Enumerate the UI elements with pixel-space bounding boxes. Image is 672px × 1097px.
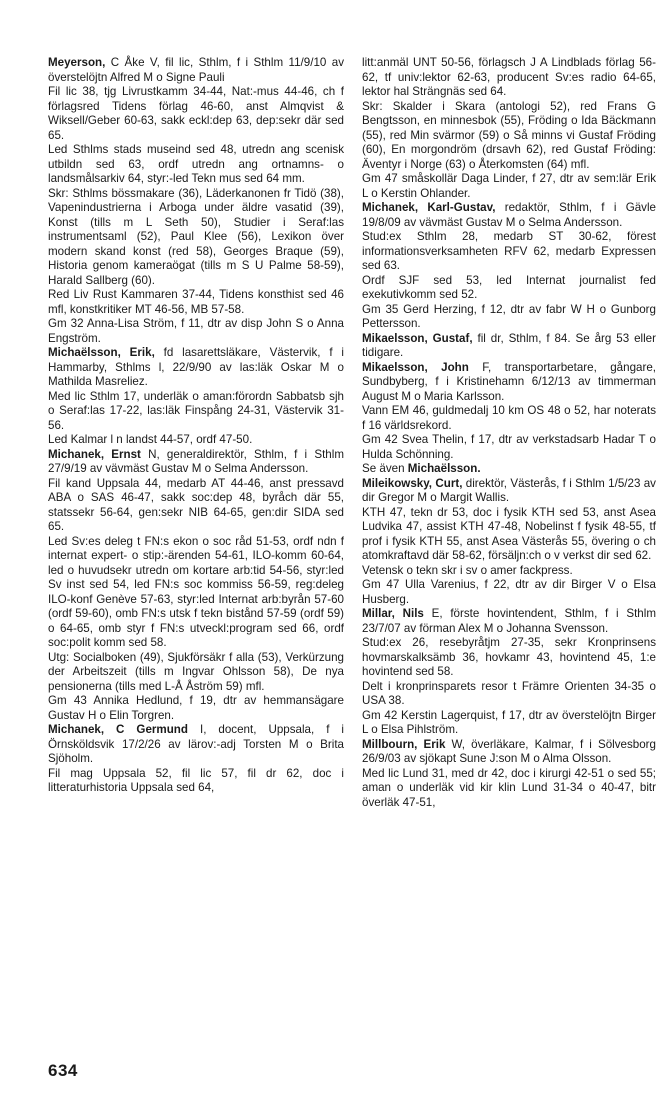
entry-paragraph (48, 143, 344, 187)
entry-paragraph (362, 462, 656, 477)
entry-paragraph (362, 303, 656, 332)
entry-text: Gm 42 Kerstin Lagerquist, f 17, dtr av överstelöjtn Birger L o Elsa Pihlström. (362, 708, 656, 736)
entry-paragraph (362, 636, 656, 680)
entry-text: Ordf SJF sed 53, led Internat journalist fed exekutivkomm sed 52. (362, 273, 656, 301)
entry-text: Med lic Lund 31, med dr 42, doc i kirurgi 42-51 o sed 55; aman o underläk vid kir klin Lund 31-34 o 40-47, bitr överläk 47-51, (362, 766, 656, 809)
entry-paragraph (48, 694, 344, 723)
entry-head-paragraph (362, 738, 656, 767)
entry-paragraph (48, 535, 344, 651)
entry-text: fd lasarettsläkare, Västervik, f i Hammarby, Sthlms l, 22/9/90 av las:läk Oskar M o Mathilda Masreliez. (48, 346, 344, 388)
entry-text: E, förste hovintendent, Sthlm, f i Sthlm 23/7/07 av förman Alex M o Johanna Svensson. (362, 607, 656, 635)
entry-name: Millbourn, Erik (362, 737, 446, 751)
entry-name: Mileikowsky, Curt, (362, 476, 463, 490)
entry-text: Skr: Sthlms bössmakare (36), Läderkanonen fr Tidö (38), Vapenindustrierna i Arboga under äldre vasatid (39), Konst (tills m L Seth 50), Studier i Seraf:las instrumentsaml (52), Paul Klee (56), Lexikon över modern skand konst (red 58), Georges Braque (59), Historia genom kameraögat (tills m S U Palme 58-59), Harald Sallberg (60). (48, 186, 344, 287)
entry-text: C Åke V, fil lic, Sthlm, f i Sthlm 11/9/10 av överstelöjtn Alfred M o Signe Pauli (48, 56, 344, 84)
entry-name: Millar, Nils (362, 607, 424, 620)
entry-paragraph (362, 100, 656, 173)
entry-paragraph (362, 578, 656, 607)
entry-text: Stud:ex Sthlm 28, medarb ST 30-62, förest informationsverksamheten RFV 62, medarb Expressen sed 63. (362, 230, 656, 272)
entry-paragraph (48, 767, 344, 796)
entry-name: Michanek, Ernst (48, 447, 141, 461)
entry-paragraph (362, 230, 656, 274)
entry-paragraph (362, 506, 656, 564)
page-number: 634 (48, 1061, 78, 1080)
entry-name: Mikaelsson, John (362, 360, 469, 374)
entry-name: Mikaelsson, Gustaf, (362, 331, 473, 345)
entry-text: Gm 35 Gerd Herzing, f 12, dtr av fabr W H o Gunborg Pettersson. (362, 302, 656, 330)
entry-paragraph (48, 187, 344, 289)
entry-head-paragraph (362, 607, 656, 636)
entry-text: Gm 42 Svea Thelin, f 17, dtr av verkstadsarb Hadar T o Hulda Schönning. (362, 433, 656, 461)
entry-text: Se även (362, 462, 408, 475)
entry-paragraph (362, 564, 656, 579)
entry-paragraph (362, 56, 656, 100)
entry-text: Led Sv:es deleg t FN:s ekon o soc råd 51-53, ordf ndn f internat expert- o stip:-ärenden 54-61, ILO-komm 60-64, led o huvudsekr utredn om kortare arb:tid 54-56, styr:led Sv inst sed 54, led FN:s soc kommiss 56-59, reg:deleg ILO-konf Genève 57-63, styr:led Internat arb:byrån 57-60 (ordf 59-60), omb FN:s utsk f tekn bistånd 57-59 (ordf 59) o 64-65, omb styr f FN:s utveckl:program sed 66, ordf soc:polit komm sed 58. (48, 534, 344, 649)
entry-text: Vann EM 46, guldmedalj 10 km OS 48 o 52, har noterats f 16 världsrekord. (362, 404, 656, 432)
entry-text: Delt i kronprinsparets resor t Främre Orienten 34-35 o USA 38. (362, 679, 656, 707)
entry-head-paragraph (362, 201, 656, 230)
entry-text: KTH 47, tekn dr 53, doc i fysik KTH sed 53, anst Asea Ludvika 47, assist KTH 47-48, Nobelinst f fysik 48-55, tf prof i fysik KTH 55, anst Asea Västerås 55, övering o ch atomkraftavd där 58-62, försäljn:ch o v verkst dir sed 62. (362, 505, 656, 562)
entry-head-paragraph (362, 361, 656, 405)
entry-paragraph (48, 433, 344, 448)
entry-paragraph (362, 404, 656, 433)
entry-text: Fil kand Uppsala 44, medarb AT 44-46, anst pressavd ABA o SAS 46-47, sakk soc:dep 48, byråch där 55, statssekr 56-64, gen:sekr NIB 64-65, gen:dir SIDA sed 65. (48, 476, 344, 533)
right-column (362, 56, 656, 810)
entry-paragraph (362, 767, 656, 811)
entry-name: Meyerson, (48, 56, 106, 69)
entry-head-paragraph (48, 56, 344, 85)
entry-text: I, docent, Uppsala, f i Örnsköldsvik 17/2/26 av lärov:-adj Torsten M o Brita Sjöholm. (48, 723, 344, 765)
entry-text: direktör, Västerås, f i Sthlm 1/5/23 av dir Gregor M o Margit Wallis. (362, 476, 656, 504)
entry-text: Stud:ex 26, resebyråtjm 27-35, sekr Kronprinsens hovmarskalksämb 36, hovkamr 43, hovintend 45, 1:e hovintend sed 58. (362, 636, 656, 678)
entry-paragraph (48, 288, 344, 317)
entry-text: Utg: Socialboken (49), Sjukförsäkr f alla (53), Verkürzung der Arbeitszeit (tills m Ingvar Ohlsson 58), De nya pensionerna (tills med L-Å Åström 59) mfl. (48, 650, 344, 693)
entry-text: Red Liv Rust Kammaren 37-44, Tidens konsthist sed 46 mfl, konstkritiker MT 46-56, MB 57-58. (48, 288, 344, 316)
entry-text: Fil lic 38, tjg Livrustkamm 34-44, Nat:-mus 44-46, ch f förlagsred Tidens förlag 46-60, anst Almqvist & Wiksell/Geber 60-63, sakk eckl:dep 63, dep:sekr där sed 65. (48, 85, 344, 142)
entry-text: litt:anmäl UNT 50-56, förlagsch J A Lindblads förlag 56-62, tf univ:lektor 62-63, producent Sv:es radio 64-65, lektor hal Strängnäs sed 64. (362, 56, 656, 98)
entry-text: F, transportarbetare, gångare, Sundbyberg, f i Kristinehamn 6/12/13 av timmerman August M o Maria Karlsson. (362, 360, 656, 403)
entry-paragraph (48, 651, 344, 695)
entry-paragraph (362, 709, 656, 738)
entry-head-paragraph (48, 723, 344, 767)
entry-name: Michanek, Karl-Gustav, (362, 201, 496, 214)
entry-paragraph (48, 85, 344, 143)
entry-text: redaktör, Sthlm, f i Gävle 19/8/09 av vävmäst Gustav M o Selma Andersson. (362, 201, 656, 229)
entry-text: Gm 43 Annika Hedlund, f 19, dtr av hemmansägare Gustav H o Elin Torgren. (48, 694, 344, 722)
entry-text: Led Kalmar l n landst 44-57, ordf 47-50. (48, 433, 253, 446)
entry-text: Gm 47 Ulla Varenius, f 22, dtr av dir Birger V o Elsa Husberg. (362, 578, 656, 606)
entry-paragraph (362, 680, 656, 709)
cross-reference-name: Michaëlsson. (407, 462, 481, 475)
entry-head-paragraph (362, 477, 656, 506)
entry-paragraph (362, 433, 656, 462)
entry-text: Fil mag Uppsala 52, fil lic 57, fil dr 62, doc i litteraturhistoria Uppsala sed 64, (48, 766, 344, 794)
entry-head-paragraph (48, 346, 344, 390)
entry-text: Led Sthlms stads museind sed 48, utredn ang scenisk utbildn sed 63, ordf utredn ang ortnamns- o landsmålsarkiv 64, styr:-led Tekn mus sed 64 mm. (48, 143, 344, 185)
entry-text: Med lic Sthlm 17, underläk o aman:förordn Sabbatsb sjh o Seraf:las 17-22, las:läk Finspång 24-31, Västervik 31-56. (48, 389, 344, 432)
entry-paragraph (48, 317, 344, 346)
left-column (48, 56, 344, 796)
entry-text: W, överläkare, Kalmar, f i Sölvesborg 26/9/03 av sjökapt Sune J:son M o Alma Olsson. (362, 737, 656, 765)
entry-text: fil dr, Sthlm, f 84. Se årg 53 eller tidigare. (362, 331, 656, 359)
entry-paragraph (362, 274, 656, 303)
entry-text: N, generaldirektör, Sthlm, f i Sthlm 27/9/19 av vävmäst Gustav M o Selma Andersson. (48, 447, 344, 475)
entry-name: Michaëlsson, Erik, (48, 346, 155, 359)
entry-text: Gm 32 Anna-Lisa Ström, f 11, dtr av disp John S o Anna Engström. (48, 317, 344, 345)
entry-head-paragraph (362, 332, 656, 361)
entry-head-paragraph (48, 448, 344, 477)
entry-text: Vetensk o tekn skr i sv o amer fackpress. (362, 563, 573, 577)
entry-name: Michanek, C Germund (48, 723, 188, 736)
entry-paragraph (48, 390, 344, 434)
entry-text: Skr: Skalder i Skara (antologi 52), red Frans G Bengtsson, en minnesbok (55), Fröding o Ida Bäckmann (55), red Min svärmor (59) o Så minns vi Gustaf Fröding (60), En morgondröm (drsavh 62), red Gustaf Fröding: Äventyr i Norge (63) o Återkomsten (64) mfl. (362, 99, 656, 171)
entry-paragraph (362, 172, 656, 201)
entry-paragraph (48, 477, 344, 535)
entry-text: Gm 47 småskollär Daga Linder, f 27, dtr av sem:lär Erik L o Kerstin Ohlander. (362, 172, 656, 200)
